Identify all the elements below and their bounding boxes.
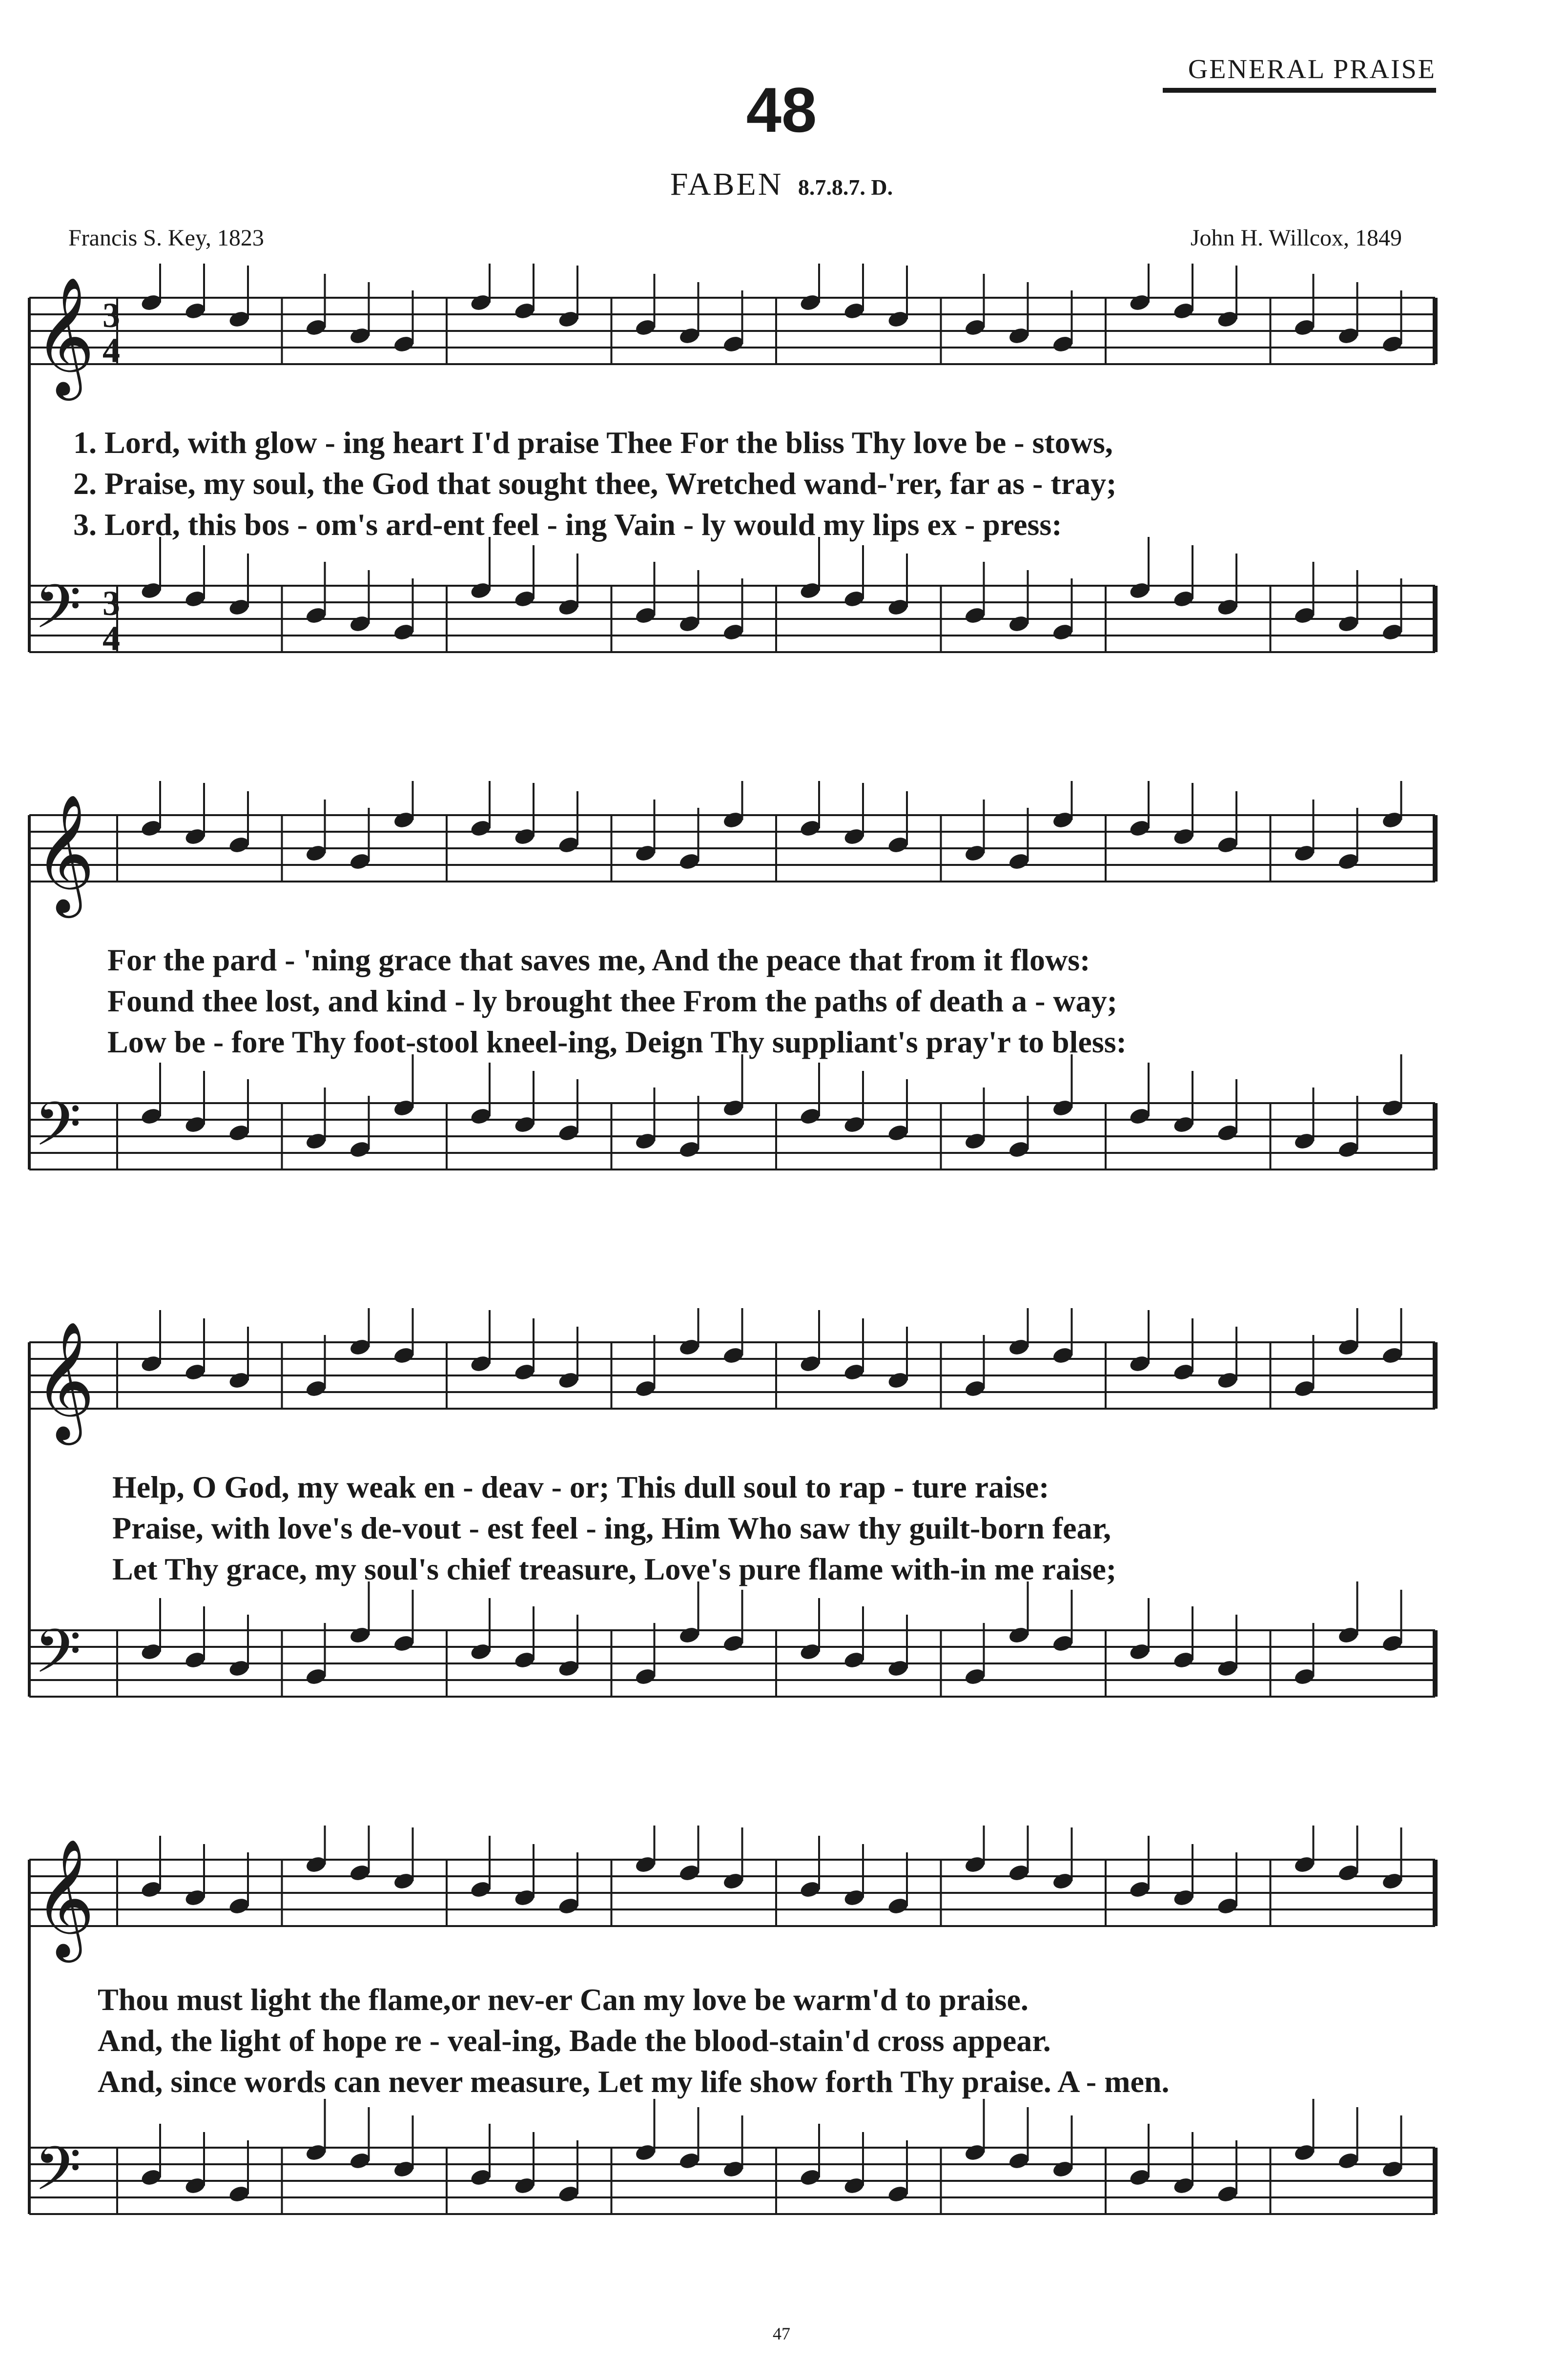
treble-clef-icon: 𝄞 [34,276,95,395]
music-system-2 [0,781,1563,1269]
lyric-line: Low be - fore Thy foot-stool kneel-ing, Deign Thy suppliant's pray'r to bless: [107,1025,1127,1059]
time-signature-bottom: 4 [103,331,120,370]
tune-name: FABEN [670,166,783,202]
treble-clef-icon: 𝄞 [34,1320,95,1440]
bass-clef-icon: 𝄢 [34,572,82,657]
composer-credit: John H. Willcox, 1849 [1190,225,1402,251]
music-system-4 [0,1826,1563,2314]
lyric-line: Thou must light the flame,or nev-er Can my love be warm'd to praise. [98,1982,1028,2017]
music-system-3 [0,1308,1563,1796]
time-signature-bottom: 4 [103,619,120,658]
lyric-line: 2. Praise, my soul, the God that sought thee, Wretched wand-'rer, far as - tray; [73,466,1117,501]
lyric-line: Praise, with love's de-vout - est feel - ing, Him Who saw thy guilt-born fear, [112,1511,1111,1545]
music-system-1 [0,264,1563,752]
bass-clef-icon: 𝄢 [34,1089,82,1174]
lyric-line: 3. Lord, this bos - om's ard-ent feel - ing Vain - ly would my lips ex - press: [73,507,1062,542]
time-signature-top: 3 [103,584,120,623]
lyric-line: For the pard - 'ning grace that saves me, And the peace that from it flows: [107,943,1090,977]
lyric-line: Let Thy grace, my soul's chief treasure, Love's pure flame with-in me raise; [112,1552,1117,1586]
time-signature-top: 3 [103,296,120,335]
treble-clef-icon: 𝄞 [34,1838,95,1957]
hymn-number: 48 [746,74,817,145]
lyric-line: And, the light of hope re - veal-ing, Bade the blood-stain'd cross appear. [98,2023,1051,2058]
section-label: GENERAL PRAISE [1188,54,1436,84]
bass-clef-icon: 𝄢 [34,2134,82,2219]
tune-meter: 8.7.8.7. D. [798,175,893,200]
lyric-line: And, since words can never measure, Let my life show forth Thy praise. A - men. [98,2064,1170,2099]
lyric-line: 1. Lord, with glow - ing heart I'd praise Thee For the bliss Thy love be - stows, [73,425,1113,460]
author-credit: Francis S. Key, 1823 [68,225,264,251]
treble-clef-icon: 𝄞 [34,793,95,913]
lyric-line: Help, O God, my weak en - deav - or; This dull soul to rap - ture raise: [112,1470,1049,1504]
lyric-line: Found thee lost, and kind - ly brought thee From the paths of death a - way; [107,984,1117,1018]
page-footer: 47 [773,2324,790,2343]
tune-line [0,166,1563,203]
bass-clef-icon: 𝄢 [34,1617,82,1702]
